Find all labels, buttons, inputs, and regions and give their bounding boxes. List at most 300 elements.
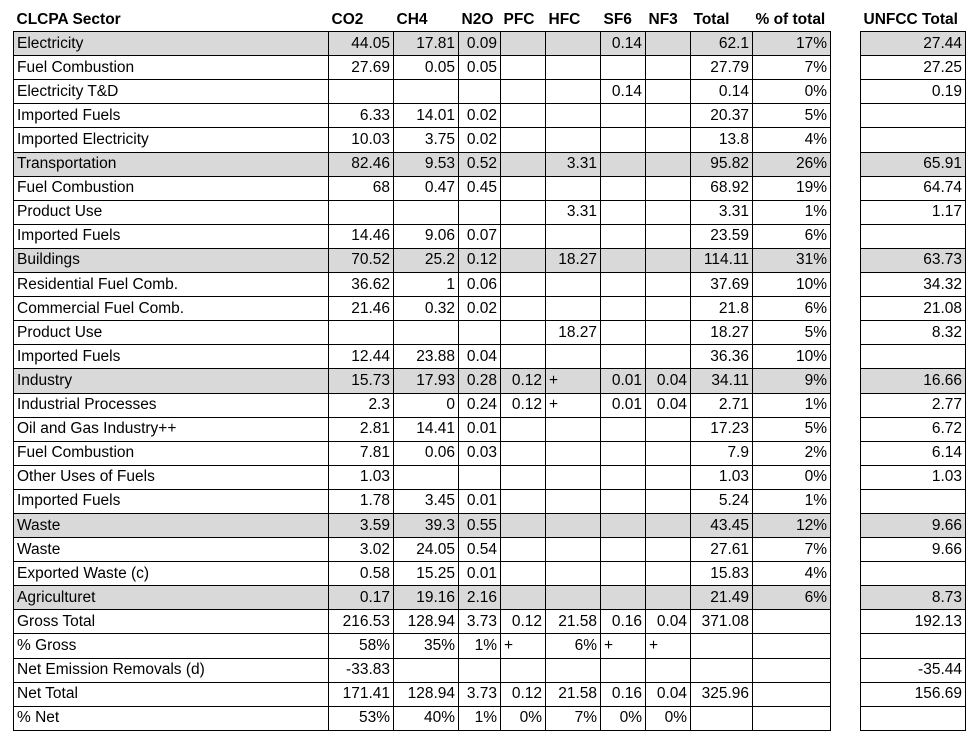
value-cell: 27.61: [691, 538, 753, 562]
unfccc-value-cell: [861, 489, 966, 513]
value-cell: 2.3: [329, 393, 394, 417]
emissions-table: [13, 8, 831, 731]
value-cell: 7%: [546, 706, 601, 730]
sector-cell: Fuel Combustion: [14, 441, 329, 465]
value-cell: 0.01: [459, 417, 501, 441]
value-cell: 9.06: [394, 224, 459, 248]
value-cell: 0.58: [329, 562, 394, 586]
value-cell: [329, 321, 394, 345]
value-cell: 0.07: [459, 224, 501, 248]
value-cell: [501, 80, 546, 104]
value-cell: 18.27: [546, 248, 601, 272]
table-row: [14, 200, 831, 224]
value-cell: 40%: [394, 706, 459, 730]
table-row: [14, 56, 831, 80]
value-cell: [546, 489, 601, 513]
value-cell: 0%: [501, 706, 546, 730]
value-cell: 82.46: [329, 152, 394, 176]
value-cell: [501, 417, 546, 441]
value-cell: 0.12: [501, 369, 546, 393]
value-cell: [601, 513, 646, 537]
column-header: CH4: [394, 8, 459, 32]
value-cell: 17%: [753, 32, 831, 56]
value-cell: [646, 658, 691, 682]
table-row: [14, 152, 831, 176]
value-cell: 17.81: [394, 32, 459, 56]
value-cell: [459, 80, 501, 104]
value-cell: [501, 224, 546, 248]
value-cell: 26%: [753, 152, 831, 176]
value-cell: [546, 80, 601, 104]
value-cell: 35%: [394, 634, 459, 658]
column-header: CLCPA Sector: [14, 8, 329, 32]
sector-cell: Oil and Gas Industry++: [14, 417, 329, 441]
value-cell: 0.12: [459, 248, 501, 272]
sector-cell: Imported Fuels: [14, 224, 329, 248]
table-row: [14, 417, 831, 441]
value-cell: [601, 273, 646, 297]
value-cell: [601, 56, 646, 80]
unfccc-value-cell: 1.03: [861, 465, 966, 489]
value-cell: 0.14: [601, 32, 646, 56]
column-header: N2O: [459, 8, 501, 32]
value-cell: 21.49: [691, 586, 753, 610]
value-cell: [546, 586, 601, 610]
unfccc-value-cell: 6.72: [861, 417, 966, 441]
value-cell: [646, 80, 691, 104]
value-cell: 0.01: [459, 489, 501, 513]
value-cell: 37.69: [691, 273, 753, 297]
value-cell: 0.45: [459, 176, 501, 200]
table-row: [14, 586, 831, 610]
value-cell: 1%: [753, 489, 831, 513]
value-cell: [601, 562, 646, 586]
value-cell: [601, 441, 646, 465]
value-cell: 1.03: [329, 465, 394, 489]
value-cell: 0.12: [501, 682, 546, 706]
value-cell: 3.59: [329, 513, 394, 537]
sector-cell: Fuel Combustion: [14, 56, 329, 80]
value-cell: [546, 658, 601, 682]
value-cell: 1%: [753, 393, 831, 417]
value-cell: 6.33: [329, 104, 394, 128]
value-cell: [601, 586, 646, 610]
value-cell: 3.75: [394, 128, 459, 152]
sector-cell: Net Total: [14, 682, 329, 706]
value-cell: 62.1: [691, 32, 753, 56]
value-cell: [546, 345, 601, 369]
unfccc-row: [861, 369, 966, 393]
value-cell: [646, 513, 691, 537]
value-cell: 12.44: [329, 345, 394, 369]
value-cell: 0.05: [459, 56, 501, 80]
value-cell: 128.94: [394, 682, 459, 706]
value-cell: [601, 152, 646, 176]
value-cell: [646, 538, 691, 562]
column-header: Total: [691, 8, 753, 32]
value-cell: +: [601, 634, 646, 658]
value-cell: 18.27: [546, 321, 601, 345]
value-cell: [546, 32, 601, 56]
value-cell: 0%: [753, 80, 831, 104]
unfccc-value-cell: 27.25: [861, 56, 966, 80]
value-cell: [394, 465, 459, 489]
unfccc-row: [861, 321, 966, 345]
value-cell: 4%: [753, 562, 831, 586]
value-cell: 53%: [329, 706, 394, 730]
unfccc-table: [860, 8, 966, 731]
sector-cell: Product Use: [14, 321, 329, 345]
value-cell: 25.2: [394, 248, 459, 272]
unfccc-value-cell: 63.73: [861, 248, 966, 272]
value-cell: 2.71: [691, 393, 753, 417]
value-cell: 19%: [753, 176, 831, 200]
value-cell: 0.52: [459, 152, 501, 176]
value-cell: [501, 200, 546, 224]
value-cell: [646, 417, 691, 441]
value-cell: 1.78: [329, 489, 394, 513]
column-header: NF3: [646, 8, 691, 32]
table-row: [14, 658, 831, 682]
value-cell: [646, 562, 691, 586]
sector-cell: % Net: [14, 706, 329, 730]
value-cell: 4%: [753, 128, 831, 152]
unfccc-value-cell: 21.08: [861, 297, 966, 321]
value-cell: [546, 513, 601, 537]
value-cell: [501, 586, 546, 610]
table-row: [14, 104, 831, 128]
value-cell: 10.03: [329, 128, 394, 152]
value-cell: [646, 321, 691, 345]
value-cell: 0.02: [459, 297, 501, 321]
table-row: [14, 441, 831, 465]
unfccc-value-cell: 16.66: [861, 369, 966, 393]
value-cell: 0.17: [329, 586, 394, 610]
unfccc-value-cell: 9.66: [861, 513, 966, 537]
table-row: [14, 345, 831, 369]
value-cell: [501, 248, 546, 272]
value-cell: 19.16: [394, 586, 459, 610]
value-cell: 0.16: [601, 610, 646, 634]
value-cell: 0.06: [394, 441, 459, 465]
table-row: [14, 248, 831, 272]
value-cell: 0: [394, 393, 459, 417]
value-cell: 68.92: [691, 176, 753, 200]
unfccc-row: [861, 248, 966, 272]
value-cell: 95.82: [691, 152, 753, 176]
table-row: [14, 465, 831, 489]
value-cell: [329, 200, 394, 224]
value-cell: [601, 297, 646, 321]
unfccc-row: [861, 706, 966, 730]
table-row: [14, 176, 831, 200]
value-cell: +: [546, 393, 601, 417]
table-row: [14, 513, 831, 537]
unfccc-row: [861, 200, 966, 224]
value-cell: 17.93: [394, 369, 459, 393]
value-cell: 9%: [753, 369, 831, 393]
unfccc-row: [861, 273, 966, 297]
value-cell: 15.73: [329, 369, 394, 393]
value-cell: 5.24: [691, 489, 753, 513]
value-cell: 1%: [459, 634, 501, 658]
value-cell: [646, 465, 691, 489]
value-cell: 24.05: [394, 538, 459, 562]
value-cell: [601, 489, 646, 513]
value-cell: 0.14: [601, 80, 646, 104]
value-cell: [546, 128, 601, 152]
value-cell: 43.45: [691, 513, 753, 537]
sector-cell: Buildings: [14, 248, 329, 272]
value-cell: 0.54: [459, 538, 501, 562]
value-cell: 6%: [546, 634, 601, 658]
unfccc-row: [861, 80, 966, 104]
unfccc-value-cell: 9.66: [861, 538, 966, 562]
value-cell: 17.23: [691, 417, 753, 441]
value-cell: 3.31: [546, 200, 601, 224]
value-cell: 7.9: [691, 441, 753, 465]
value-cell: 0.12: [501, 610, 546, 634]
column-header: PFC: [501, 8, 546, 32]
value-cell: [546, 104, 601, 128]
value-cell: +: [501, 634, 546, 658]
value-cell: 15.25: [394, 562, 459, 586]
value-cell: -33.83: [329, 658, 394, 682]
value-cell: 0.16: [601, 682, 646, 706]
value-cell: [394, 200, 459, 224]
value-cell: 2%: [753, 441, 831, 465]
value-cell: [394, 321, 459, 345]
value-cell: 5%: [753, 321, 831, 345]
value-cell: 0.28: [459, 369, 501, 393]
unfccc-value-cell: -35.44: [861, 658, 966, 682]
value-cell: [501, 513, 546, 537]
table-row: [14, 562, 831, 586]
table-row: [14, 706, 831, 730]
value-cell: [601, 345, 646, 369]
sector-cell: % Gross: [14, 634, 329, 658]
value-cell: [601, 248, 646, 272]
value-cell: 0.09: [459, 32, 501, 56]
unfccc-value-cell: 156.69: [861, 682, 966, 706]
value-cell: [501, 152, 546, 176]
unfccc-value-cell: [861, 224, 966, 248]
table-row: [14, 224, 831, 248]
sector-cell: Waste: [14, 538, 329, 562]
value-cell: [646, 248, 691, 272]
value-cell: [546, 465, 601, 489]
value-cell: 5%: [753, 417, 831, 441]
value-cell: 15.83: [691, 562, 753, 586]
value-cell: 23.88: [394, 345, 459, 369]
table-row: [14, 393, 831, 417]
value-cell: 216.53: [329, 610, 394, 634]
unfccc-value-cell: 64.74: [861, 176, 966, 200]
value-cell: [753, 658, 831, 682]
value-cell: 44.05: [329, 32, 394, 56]
unfccc-value-cell: [861, 562, 966, 586]
value-cell: [501, 128, 546, 152]
value-cell: [546, 297, 601, 321]
value-cell: 6%: [753, 586, 831, 610]
value-cell: +: [546, 369, 601, 393]
value-cell: [501, 538, 546, 562]
unfccc-value-cell: 34.32: [861, 273, 966, 297]
value-cell: [501, 658, 546, 682]
value-cell: [601, 104, 646, 128]
value-cell: 14.46: [329, 224, 394, 248]
value-cell: [501, 441, 546, 465]
unfccc-total-header: UNFCC Total: [861, 8, 966, 32]
value-cell: 10%: [753, 345, 831, 369]
value-cell: [601, 224, 646, 248]
sector-cell: Other Uses of Fuels: [14, 465, 329, 489]
value-cell: [753, 634, 831, 658]
unfccc-row: [861, 562, 966, 586]
value-cell: [601, 658, 646, 682]
value-cell: [753, 706, 831, 730]
unfccc-value-cell: 65.91: [861, 152, 966, 176]
value-cell: 5%: [753, 104, 831, 128]
sector-cell: Net Emission Removals (d): [14, 658, 329, 682]
table-row: [14, 273, 831, 297]
value-cell: [646, 32, 691, 56]
table-row: [14, 128, 831, 152]
value-cell: 21.58: [546, 682, 601, 706]
value-cell: 21.58: [546, 610, 601, 634]
column-header: % of total: [753, 8, 831, 32]
value-cell: [459, 200, 501, 224]
value-cell: 0.01: [459, 562, 501, 586]
value-cell: 21.8: [691, 297, 753, 321]
unfccc-value-cell: 8.32: [861, 321, 966, 345]
value-cell: 3.31: [546, 152, 601, 176]
unfccc-row: [861, 297, 966, 321]
value-cell: [546, 56, 601, 80]
value-cell: [601, 321, 646, 345]
sector-cell: Transportation: [14, 152, 329, 176]
value-cell: 9.53: [394, 152, 459, 176]
value-cell: 3.31: [691, 200, 753, 224]
value-cell: 0.24: [459, 393, 501, 417]
value-cell: 6%: [753, 224, 831, 248]
header-row: [14, 8, 831, 32]
value-cell: 58%: [329, 634, 394, 658]
value-cell: [646, 200, 691, 224]
unfccc-row: [861, 224, 966, 248]
value-cell: 325.96: [691, 682, 753, 706]
value-cell: [501, 273, 546, 297]
value-cell: 20.37: [691, 104, 753, 128]
table-row: [14, 682, 831, 706]
sector-cell: Gross Total: [14, 610, 329, 634]
unfccc-row: [861, 128, 966, 152]
value-cell: [646, 152, 691, 176]
table-row: [14, 321, 831, 345]
value-cell: 2.81: [329, 417, 394, 441]
table-row: [14, 369, 831, 393]
sector-cell: Agriculturet: [14, 586, 329, 610]
value-cell: [691, 658, 753, 682]
value-cell: 6%: [753, 297, 831, 321]
sector-cell: Imported Electricity: [14, 128, 329, 152]
value-cell: [646, 297, 691, 321]
unfccc-row: [861, 345, 966, 369]
value-cell: 14.41: [394, 417, 459, 441]
value-cell: 13.8: [691, 128, 753, 152]
value-cell: 1: [394, 273, 459, 297]
unfccc-header-row: [861, 8, 966, 32]
value-cell: 7%: [753, 56, 831, 80]
sector-cell: Industry: [14, 369, 329, 393]
value-cell: [546, 224, 601, 248]
unfccc-value-cell: 2.77: [861, 393, 966, 417]
value-cell: [646, 176, 691, 200]
value-cell: [646, 273, 691, 297]
value-cell: [501, 56, 546, 80]
value-cell: [459, 321, 501, 345]
value-cell: 23.59: [691, 224, 753, 248]
value-cell: [646, 441, 691, 465]
value-cell: 31%: [753, 248, 831, 272]
value-cell: [501, 321, 546, 345]
value-cell: [501, 104, 546, 128]
value-cell: 1.03: [691, 465, 753, 489]
value-cell: [501, 297, 546, 321]
unfccc-value-cell: [861, 128, 966, 152]
value-cell: [394, 80, 459, 104]
value-cell: 0.01: [601, 393, 646, 417]
value-cell: 0.04: [646, 369, 691, 393]
value-cell: 114.11: [691, 248, 753, 272]
unfccc-row: [861, 634, 966, 658]
value-cell: +: [646, 634, 691, 658]
value-cell: 0%: [646, 706, 691, 730]
value-cell: [646, 56, 691, 80]
value-cell: 7%: [753, 538, 831, 562]
value-cell: 128.94: [394, 610, 459, 634]
column-header: CO2: [329, 8, 394, 32]
unfccc-value-cell: 8.73: [861, 586, 966, 610]
value-cell: 21.46: [329, 297, 394, 321]
unfccc-value-cell: [861, 634, 966, 658]
unfccc-row: [861, 32, 966, 56]
unfccc-row: [861, 489, 966, 513]
value-cell: [546, 176, 601, 200]
value-cell: [753, 682, 831, 706]
value-cell: [601, 465, 646, 489]
unfccc-row: [861, 658, 966, 682]
unfccc-value-cell: 192.13: [861, 610, 966, 634]
value-cell: 3.73: [459, 610, 501, 634]
value-cell: [501, 176, 546, 200]
value-cell: [691, 706, 753, 730]
sector-cell: Industrial Processes: [14, 393, 329, 417]
unfccc-row: [861, 610, 966, 634]
value-cell: 18.27: [691, 321, 753, 345]
value-cell: 0.04: [646, 682, 691, 706]
sector-cell: Imported Fuels: [14, 104, 329, 128]
unfccc-row: [861, 682, 966, 706]
unfccc-row: [861, 152, 966, 176]
value-cell: 171.41: [329, 682, 394, 706]
value-cell: [601, 128, 646, 152]
unfccc-row: [861, 393, 966, 417]
sector-cell: Electricity: [14, 32, 329, 56]
value-cell: 1%: [753, 200, 831, 224]
value-cell: [601, 176, 646, 200]
unfccc-row: [861, 538, 966, 562]
